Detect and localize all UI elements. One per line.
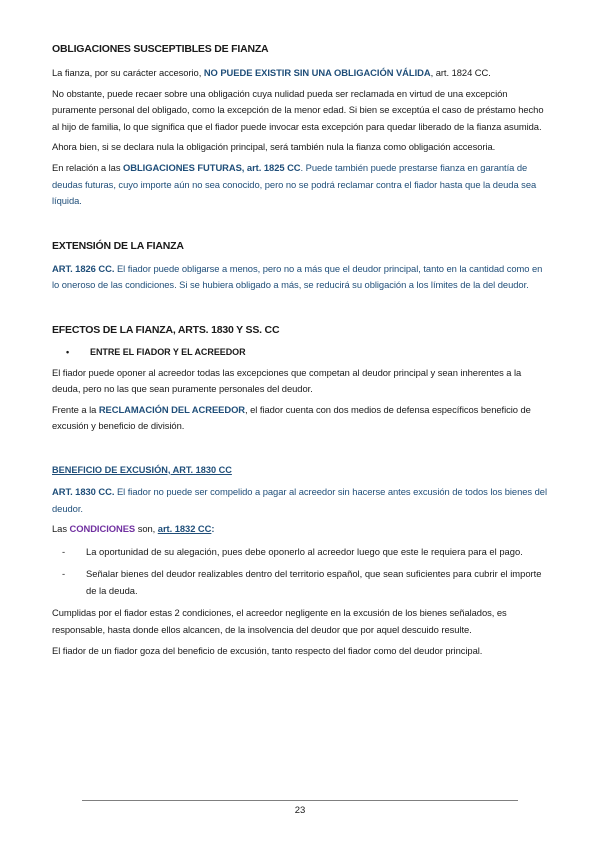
paragraph-reclamacion: Frente a la RECLAMACIÓN DEL ACREEDOR, el fiador cuenta con dos medios de defensa específicos beneficio de excusión y beneficio de división. (52, 403, 531, 432)
document-body (52, 36, 549, 659)
paragraph-obligaciones-futuras: En relación a las OBLIGACIONES FUTURAS, art. 1825 CC. Puede también puede prestarse fianza en garantía de deudas futuras, cuyo importe aún no sea conocido, pero no se podrá reclamar contra el fiador hasta que la deuda sea líquida. (52, 161, 537, 207)
subsection-title-excusion: BENEFICIO DE EXCUSIÓN, ART. 1830 CC (52, 464, 232, 475)
paragraph-nulidad: No obstante, puede recaer sobre una obligación cuya nulidad pueda ser reclamada en virtud de una excepción puramente personal del obligado, como la excepción de la menor edad. Si bien se exceptúa el caso de préstamo hecho al hijo de familia, lo que significa que el fiador puede invocar esta excepción para quedar liberado de la fianza asumida. (52, 87, 544, 132)
paragraph-cumplidas: Cumplidas por el fiador estas 2 condiciones, el acreedor negligente en la excusión de los bienes señalados, es responsable, hasta donde ellos alcancen, de la insolvencia del deudor que por aquel descuido resulte. (52, 607, 507, 636)
paragraph-art-1830: ART. 1830 CC. El fiador no puede ser compelido a pagar al acreedor sin hacerse antes excusión de todos los bienes del deudor. (52, 485, 547, 514)
section-title-obligaciones: OBLIGACIONES SUSCEPTIBLES DE FIANZA (52, 43, 269, 55)
highlight-art-1830: ART. 1830 CC. (52, 485, 115, 497)
highlight-obligaciones-futuras: OBLIGACIONES FUTURAS, art. 1825 CC (123, 161, 301, 173)
paragraph-art-1826: ART. 1826 CC. El fiador puede obligarse a menos, pero no a más que el deudor principal, tanto en la cantidad como en lo oneroso de las condiciones. Si se hubiera obligado a más, se reducirá su obligación a los límites de la del deudor. (52, 262, 543, 291)
highlight-reclamacion: RECLAMACIÓN DEL ACREEDOR (98, 403, 246, 415)
highlight-obligacion-valida: NO PUEDE EXISTIR SIN UNA OBLIGACIÓN VÁLIDA (203, 67, 431, 78)
highlight-art-1832: art. 1832 CC (157, 523, 212, 535)
bullet-icon: • (66, 346, 70, 357)
page-number: 23 (294, 805, 306, 816)
paragraph-fiador-de-fiador: El fiador de un fiador goza del beneficio de excusión, tanto respecto del fiador como del deudor principal. (52, 644, 483, 656)
paragraph-condiciones: Las CONDICIONES son, art. 1832 CC: (52, 523, 215, 535)
dash-icon: - (62, 545, 66, 557)
section-title-efectos: EFECTOS DE LA FIANZA, ARTS. 1830 Y SS. CC (52, 323, 280, 336)
paragraph-nula-principal: Ahora bien, si se declara nula la obligación principal, será también nula la fianza como obligación accesoria. (52, 141, 496, 153)
highlight-condiciones: CONDICIONES (69, 523, 136, 535)
list-item-senalar-bienes: - Señalar bienes del deudor realizables dentro del territorio español, que sean suficientes para cubrir el importe de la deuda. (52, 566, 549, 599)
bullet-item-fiador-acreedor: • ENTRE EL FIADOR Y EL ACREEDOR (52, 344, 549, 361)
highlight-art-1826: ART. 1826 CC. (52, 262, 115, 274)
paragraph-excepciones: El fiador puede oponer al acreedor todas las excepciones que competan al deudor principal y sean inherentes a la deuda, pero no las que sean puramente personales del deudor. (52, 366, 522, 395)
footer-divider (82, 800, 518, 801)
dash-icon: - (62, 568, 66, 580)
list-item-oportunidad: - La oportunidad de su alegación, pues debe oponerlo al acreedor luego que este le requiera para el pago. (52, 544, 549, 561)
section-title-extension: EXTENSIÓN DE LA FIANZA (52, 239, 184, 252)
paragraph-fianza-accesoria: La fianza, por su carácter accesorio, NO PUEDE EXISTIR SIN UNA OBLIGACIÓN VÁLIDA, art. 1824 CC. (52, 67, 491, 78)
